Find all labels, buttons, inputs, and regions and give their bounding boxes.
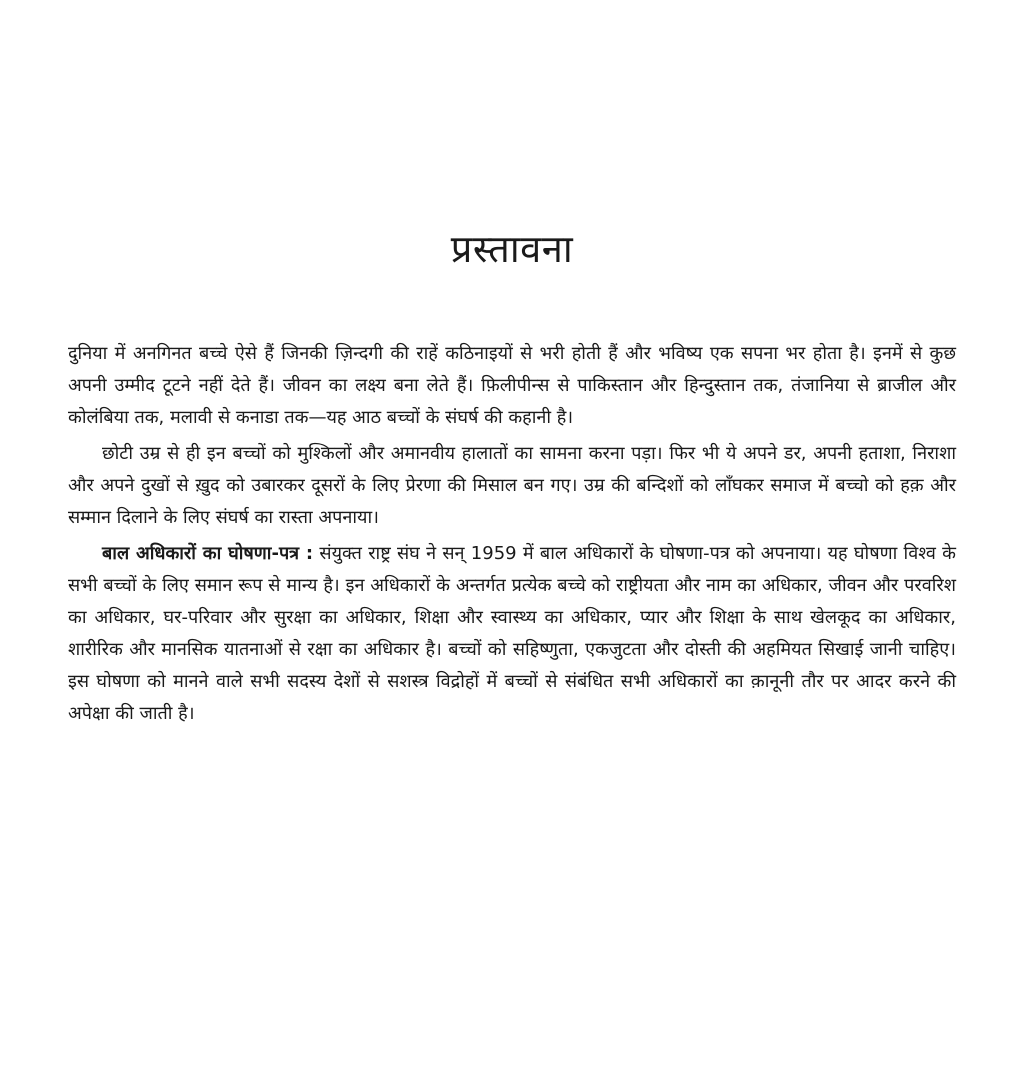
paragraph-intro-text: दुनिया में अनगिनत बच्चे ऐसे हैं जिनकी ज़िन्दगी की राहें कठिनाइयों से भरी होती हैं और भविष्य एक सपना भर होता है। इनमें से कुछ अपनी उम्मीद टूटने नहीं देते हैं। जीवन का लक्ष्य बना लेते हैं। फ़िलीपीन्स से पाकिस्तान और हिन्दुस्तान तक, तंजानिया से ब्राजील और कोलंबिया तक, मलावी से कनाडा तक—यह आठ बच्चों के संघर्ष की कहानी है। bbox=[68, 343, 956, 428]
paragraph-intro bbox=[68, 338, 956, 434]
paragraph-struggle bbox=[68, 438, 956, 534]
paragraph-struggle-text: छोटी उम्र से ही इन बच्चों को मुश्किलों और अमानवीय हालातों का सामना करना पड़ा। फिर भी ये अपने डर, अपनी हताशा, निराशा और अपने दुखों से ख़ुद को उबारकर दूसरों के लिए प्रेरणा की मिसाल बन गए। उम्र की बन्दिशों को लाँघकर समाज में बच्चो को हक़ और सम्मान दिलाने के लिए संघर्ष का रास्ता अपनाया। bbox=[68, 443, 956, 528]
page-title: प्रस्तावना bbox=[450, 227, 574, 271]
paragraph-declaration bbox=[68, 538, 956, 730]
document-body bbox=[68, 338, 956, 734]
paragraph-declaration-text: संयुक्त राष्ट्र संघ ने सन् 1959 में बाल अधिकारों के घोषणा-पत्र को अपनाया। यह घोषणा विश्व के सभी बच्चों के लिए समान रूप से मान्य है। इन अधिकारों के अन्तर्गत प्रत्येक बच्चे को राष्ट्रीयता और नाम का अधिकार, जीवन और परवरिश का अधिकार, घर-परिवार और सुरक्षा का अधिकार, शिक्षा और स्वास्थ्य का अधिकार, प्यार और शिक्षा के साथ खेलकूद का अधिकार, शारीरिक और मानसिक यातनाओं से रक्षा का अधिकार है। बच्चों को सहिष्णुता, एकजुटता और दोस्ती की अहमियत सिखाई जानी चाहिए। इस घोषणा को मानने वाले सभी सदस्य देशों से सशस्त्र विद्रोहों में बच्चों से संबंधित सभी अधिकारों का क़ानूनी तौर पर आदर करने की अपेक्षा की जाती है। bbox=[68, 543, 956, 724]
paragraph-declaration-heading: बाल अधिकारों का घोषणा-पत्र : bbox=[102, 543, 314, 564]
document-page bbox=[68, 0, 956, 1071]
